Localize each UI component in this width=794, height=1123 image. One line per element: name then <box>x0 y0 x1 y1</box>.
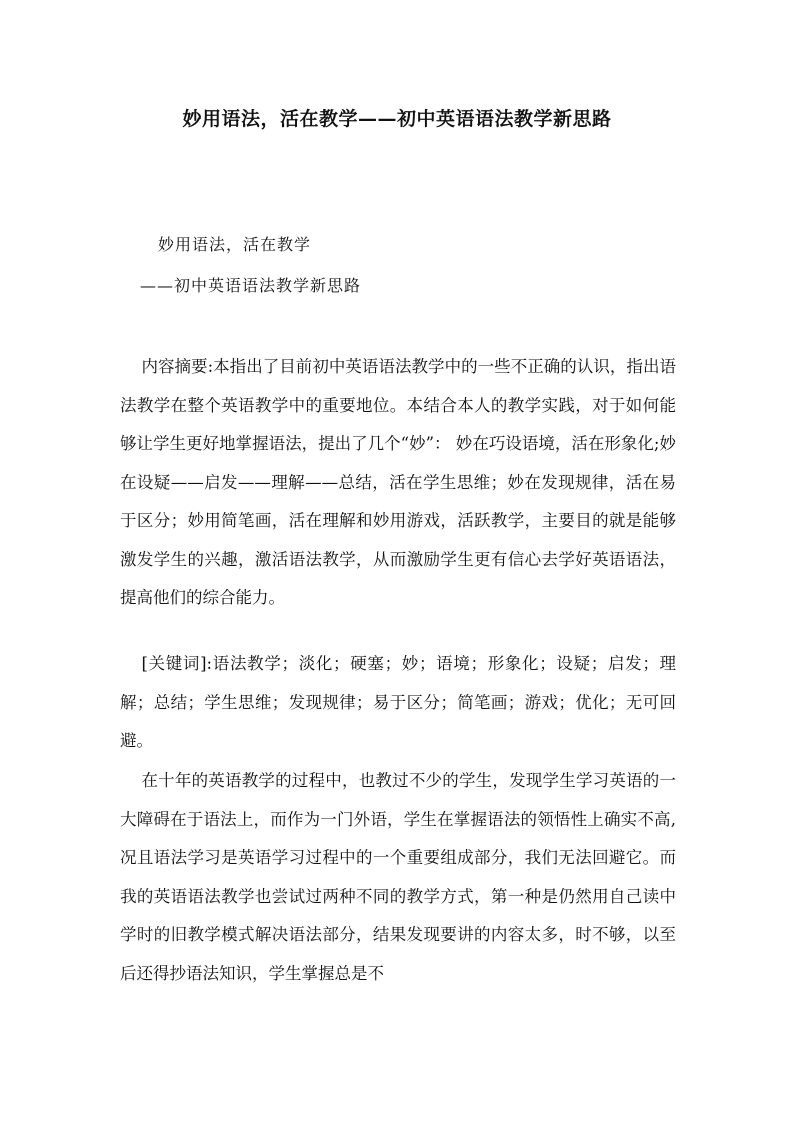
abstract-section <box>120 348 676 618</box>
keywords-label: [关键词]: <box>141 654 213 673</box>
subtitle-line-2: ——初中英语语法教学新思路 <box>140 276 362 295</box>
document-title: 妙用语法，活在教学——初中英语语法教学新思路 <box>182 108 612 130</box>
keywords-paragraph <box>120 645 676 761</box>
keywords-list: 语法教学；淡化；硬塞；妙；语境；形象化；设疑；启发；理解；总结；学生思维；发现规律；易于区分；简笔画；游戏；优化；无可回避。 <box>120 654 677 750</box>
keywords-section <box>120 645 676 761</box>
abstract-paragraph: 内容摘要:本指出了目前初中英语语法教学中的一些不正确的认识，指出语法教学在整个英语教学中的重要地位。本结合本人的教学实践，对于如何能够让学生更好地掌握语法，提出了几个“妙”： 妙在巧设语境，活在形象化;妙在设疑——启发——理解——总结，活在学生思维；妙在发现规律，活在易于区分；妙用简笔画，活在理解和妙用游戏，活跃教学，主要目的就是能够激发学生的兴趣，激活语法教学，从而激励学生更有信心去学好英语语法，提高他们的综合能力。 <box>120 357 676 607</box>
subtitle-line-1: 妙用语法，活在教学 <box>158 235 312 254</box>
body-section <box>120 762 676 993</box>
body-paragraph: 在十年的英语教学的过程中，也教过不少的学生，发现学生学习英语的一大障碍在于语法上，而作为一门外语，学生在掌握语法的领悟性上确实不高,况且语法学习是英语学习过程中的一个重要组成部分，我们无法回避它。而我的英语语法教学也尝试过两种不同的教学方式，第一种是仍然用自己读中学时的旧教学模式解决语法部分，结果发现要讲的内容太多，时不够，以至后还得抄语法知识，学生掌握总是不 <box>120 771 676 983</box>
